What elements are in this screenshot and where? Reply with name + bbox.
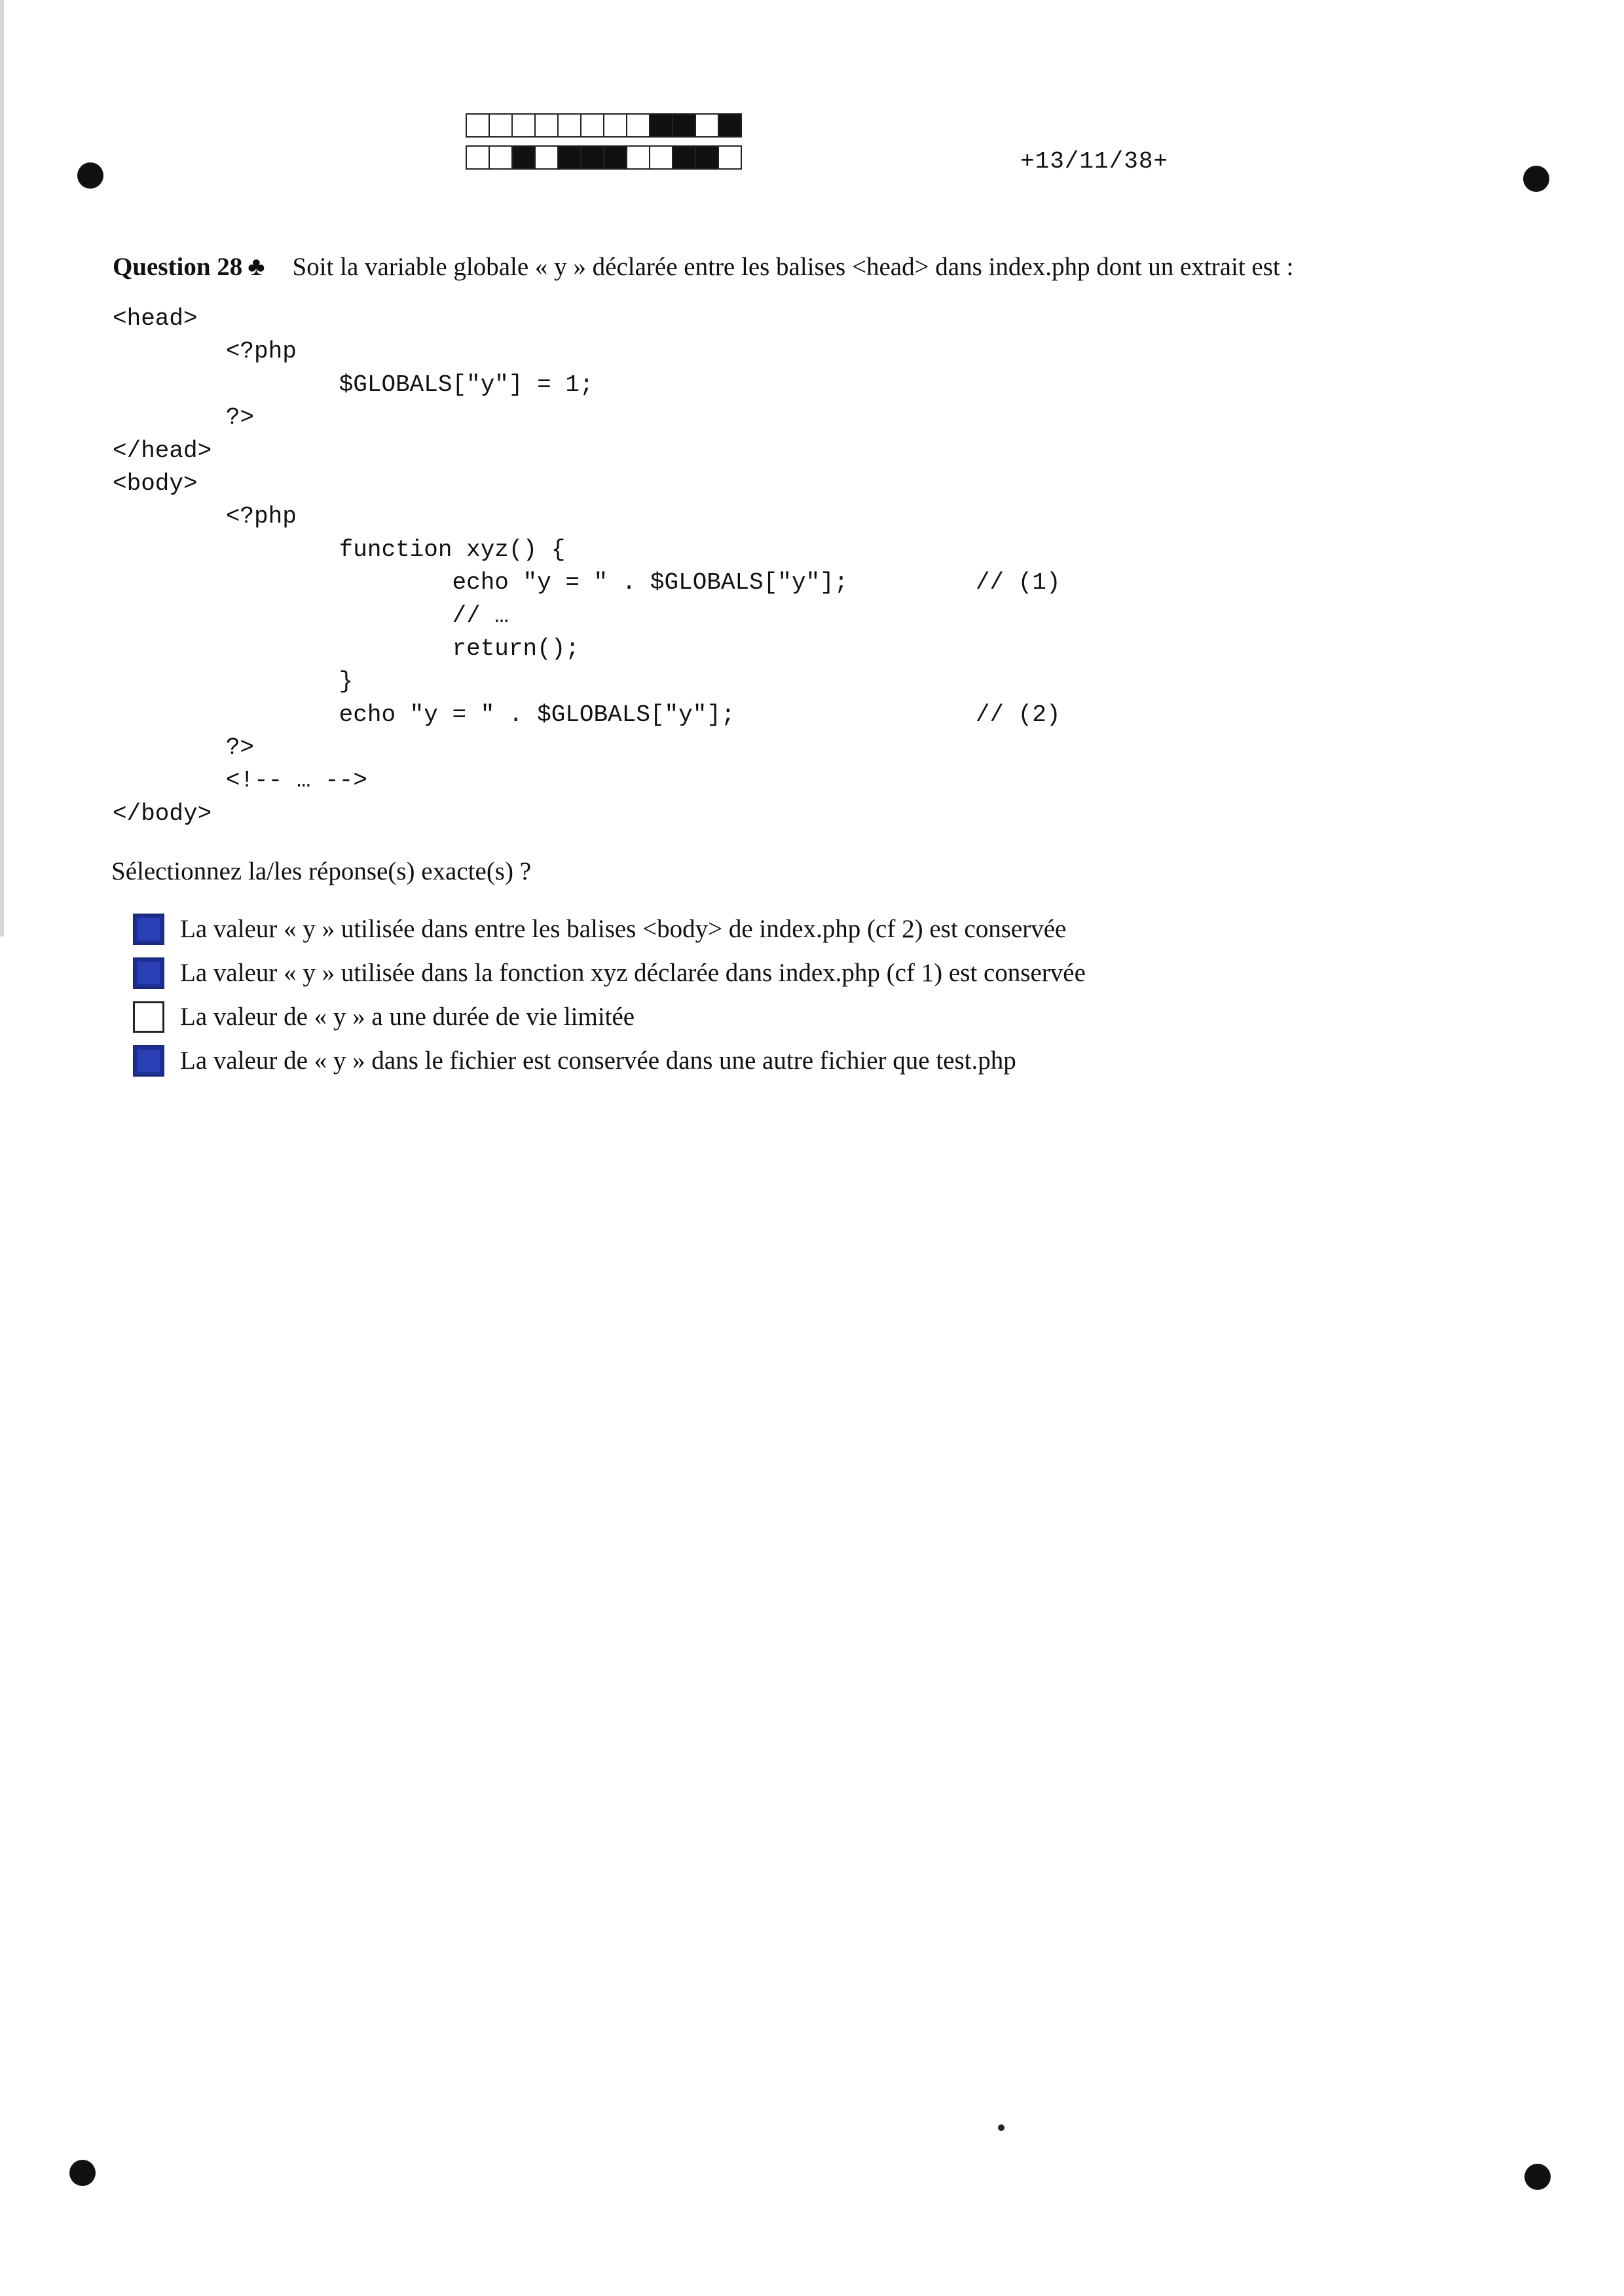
barcode-cell: [603, 113, 627, 138]
barcode-row-2: [466, 145, 741, 170]
barcode-row-1: [466, 113, 741, 138]
stray-dot: [998, 2124, 1005, 2131]
code-block: [113, 303, 1060, 830]
code-line: // …: [113, 602, 509, 629]
checked-checkbox[interactable]: [133, 957, 164, 989]
question-header: [113, 251, 1293, 282]
code-line: function xyz() {: [113, 536, 566, 563]
choice-label: La valeur « y » utilisée dans entre les balises <body> de index.php (cf 2) est conservée: [180, 915, 1067, 943]
barcode-cell: [626, 113, 650, 138]
code-line: $GLOBALS["y"] = 1;: [113, 371, 594, 398]
checked-checkbox[interactable]: [133, 914, 164, 945]
club-icon: ♣: [248, 251, 265, 281]
registration-mark-top-right: [1523, 166, 1549, 192]
barcode-cell: [489, 113, 513, 138]
choice-label: La valeur « y » utilisée dans la fonction xyz déclarée dans index.php (cf 1) est conservée: [180, 959, 1086, 987]
barcode-cell: [557, 145, 581, 170]
barcode-cell: [489, 145, 513, 170]
barcode-cell: [672, 145, 696, 170]
barcode-cell: [580, 145, 604, 170]
barcode-cell: [466, 113, 490, 138]
code-line: <body>: [113, 470, 198, 497]
registration-mark-bottom-left: [69, 2160, 96, 2186]
barcode-cell: [534, 113, 559, 138]
code-line: echo "y = " . $GLOBALS["y"]; // (2): [113, 701, 1061, 728]
barcode-cell: [649, 145, 673, 170]
barcode-cell: [718, 145, 742, 170]
barcode-cell: [649, 113, 673, 138]
question-text: Soit la variable globale « y » déclarée entre les balises <head> dans index.php dont un extrait est :: [292, 253, 1294, 281]
code-line: return();: [113, 635, 580, 662]
code-line: </body>: [113, 800, 212, 827]
barcode-cell: [672, 113, 696, 138]
code-line: ?>: [113, 404, 255, 432]
code-line: }: [113, 668, 354, 695]
question-label: Question 28: [113, 253, 243, 281]
barcode-cell: [557, 113, 581, 138]
code-line: <?php: [113, 338, 297, 365]
page-edge: [0, 0, 4, 936]
code-line: <?php: [113, 503, 297, 530]
code-line: <head>: [113, 305, 198, 332]
registration-mark-top-left: [77, 162, 103, 189]
code-line: <!-- … -->: [113, 767, 367, 794]
page-code: +13/11/38+: [1020, 148, 1169, 175]
code-line: echo "y = " . $GLOBALS["y"]; // (1): [113, 569, 1061, 597]
answer-choice[interactable]: [133, 951, 1086, 995]
barcode-cell: [695, 145, 719, 170]
barcode-cell: [603, 145, 627, 170]
empty-checkbox[interactable]: [133, 1001, 164, 1033]
answer-choice[interactable]: [133, 907, 1086, 951]
barcode-cell: [580, 113, 604, 138]
answer-choice[interactable]: [133, 1039, 1086, 1083]
barcode-cell: [718, 113, 742, 138]
barcode-cell: [695, 113, 719, 138]
barcode-cell: [511, 113, 536, 138]
barcode-cell: [466, 145, 490, 170]
choice-label: La valeur de « y » a une durée de vie limitée: [180, 1003, 635, 1031]
answer-prompt: Sélectionnez la/les réponse(s) exacte(s) ?: [111, 857, 532, 885]
code-line: </head>: [113, 437, 212, 464]
answer-choices: [133, 907, 1086, 1083]
code-line: ?>: [113, 734, 255, 762]
answer-choice[interactable]: [133, 995, 1086, 1039]
checked-checkbox[interactable]: [133, 1045, 164, 1077]
barcode-cell: [511, 145, 536, 170]
barcode-cell: [626, 145, 650, 170]
barcode-cell: [534, 145, 559, 170]
choice-label: La valeur de « y » dans le fichier est conservée dans une autre fichier que test.php: [180, 1046, 1016, 1075]
registration-mark-bottom-right: [1524, 2164, 1551, 2190]
